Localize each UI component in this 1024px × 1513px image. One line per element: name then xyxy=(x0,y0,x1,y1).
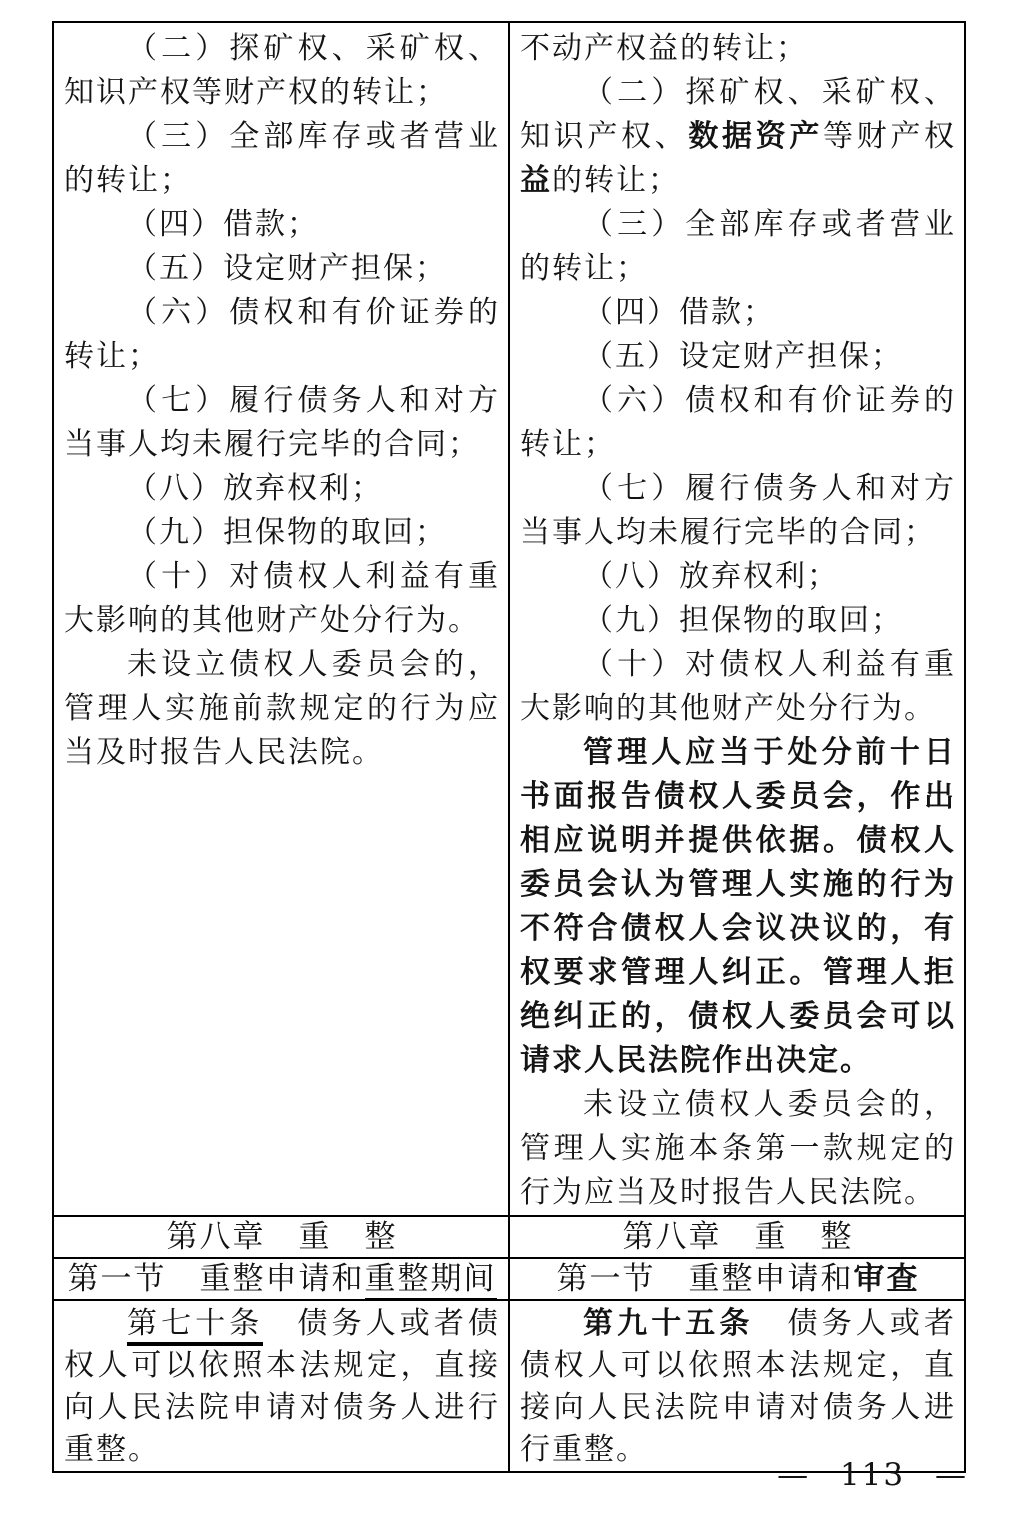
new-law-chapter-cell xyxy=(509,1216,965,1258)
table-row-section xyxy=(53,1258,965,1300)
new-law-content-cell xyxy=(509,22,965,1216)
paragraph xyxy=(520,1259,956,1299)
paragraph xyxy=(64,203,500,247)
text-run: （六）债权和有价证券的转让； xyxy=(520,383,956,462)
text-run: （五）设定财产担保； xyxy=(583,339,903,374)
paragraph xyxy=(64,555,500,643)
text-run: （八）放弃权利； xyxy=(583,559,839,594)
added-text: 审查 xyxy=(853,1261,920,1297)
text-run: 不动产权益的转让； xyxy=(520,31,808,66)
new-law-section-cell xyxy=(509,1258,965,1300)
marked-text: 重整期间 xyxy=(365,1261,497,1300)
text-run: （十）对债权人利益有重大影响的其他财产处分行为。 xyxy=(520,647,956,726)
text-run: （二）探矿权、采矿权、知识产权等财产权的转让； xyxy=(64,31,500,110)
old-law-content-cell xyxy=(53,22,509,1216)
text-run: 第一节 重整申请和 xyxy=(556,1261,854,1297)
paragraph xyxy=(520,1083,956,1215)
paragraph xyxy=(64,27,500,115)
text-run: 债务人或者债权人可以依照本法规定，直接向人民法院申请对债务人进行重整。 xyxy=(64,1306,501,1467)
text-run: （九）担保物的取回； xyxy=(583,603,903,638)
new-law-article-cell xyxy=(509,1300,965,1472)
text-run: （四）借款； xyxy=(127,207,319,242)
text-run: （十）对债权人利益有重大影响的其他财产处分行为。 xyxy=(64,559,500,638)
text-run: （五）设定财产担保； xyxy=(127,251,447,286)
paragraph xyxy=(64,1217,500,1257)
text-run: 等财产权 xyxy=(823,119,957,154)
text-run: （三）全部库存或者营业的转让； xyxy=(520,207,956,286)
paragraph xyxy=(64,1259,500,1299)
paragraph xyxy=(520,379,956,467)
text-run: （八）放弃权利； xyxy=(127,471,383,506)
paragraph xyxy=(64,511,500,555)
text-run: 未设立债权人委员会的，管理人实施本条第一款规定的行为应当及时报告人民法院。 xyxy=(520,1087,956,1210)
paragraph xyxy=(64,467,500,511)
paragraph xyxy=(520,291,956,335)
paragraph xyxy=(64,247,500,291)
paragraph xyxy=(64,1303,500,1471)
text-run: 未设立债权人委员会的，管理人实施前款规定的行为应当及时报告人民法院。 xyxy=(64,647,500,770)
old-law-chapter-cell xyxy=(53,1216,509,1258)
table-row-article xyxy=(53,1300,965,1472)
text-run: 第一节 重整申请和 xyxy=(67,1261,365,1297)
page-number: — 113 — xyxy=(777,1457,968,1493)
table-row-chapter xyxy=(53,1216,965,1258)
text-run: （六）债权和有价证券的转让； xyxy=(64,295,500,374)
paragraph xyxy=(520,643,956,731)
paragraph xyxy=(520,203,956,291)
paragraph xyxy=(520,71,956,203)
paragraph xyxy=(64,643,500,775)
text-run: （三）全部库存或者营业的转让； xyxy=(64,119,500,198)
marked-text: 第七十条 xyxy=(127,1306,263,1346)
law-comparison-table xyxy=(52,21,966,1473)
old-law-article-cell xyxy=(53,1300,509,1472)
paragraph xyxy=(64,379,500,467)
added-text: 第九十五条 xyxy=(583,1306,754,1341)
text-run: （四）借款； xyxy=(583,295,775,330)
text-run: （二）探矿权、采矿权、知识产权、 xyxy=(520,75,956,154)
old-law-section-cell xyxy=(53,1258,509,1300)
paragraph xyxy=(520,467,956,555)
paragraph xyxy=(520,1217,956,1257)
text-run: 第八章 重 整 xyxy=(166,1219,398,1255)
paragraph xyxy=(64,291,500,379)
paragraph xyxy=(64,115,500,203)
text-run: （七）履行债务人和对方当事人均未履行完毕的合同； xyxy=(520,471,956,550)
paragraph xyxy=(520,335,956,379)
paragraph xyxy=(520,1303,956,1471)
text-run: （九）担保物的取回； xyxy=(127,515,447,550)
text-run: 第八章 重 整 xyxy=(622,1219,854,1255)
text-run: 债务人或者债权人可以依照本法规定，直接向人民法院申请对债务人进行重整。 xyxy=(520,1306,956,1467)
paragraph xyxy=(520,731,956,1083)
text-run: 的转让； xyxy=(552,163,680,198)
added-text: 数据资产 xyxy=(688,119,824,154)
paragraph xyxy=(520,599,956,643)
table-row-content xyxy=(53,22,965,1216)
paragraph xyxy=(520,27,956,71)
text-run: （七）履行债务人和对方当事人均未履行完毕的合同； xyxy=(64,383,500,462)
added-text: 益 xyxy=(520,163,552,198)
paragraph xyxy=(520,555,956,599)
added-text: 管理人应当于处分前十日书面报告债权人委员会，作出相应说明并提供依据。债权人委员会认为管理人实施的行为不符合债权人会议决议的，有权要求管理人纠正。管理人拒绝纠正的，债权人委员会可以请求人民法院作出决定。 xyxy=(520,735,956,1078)
